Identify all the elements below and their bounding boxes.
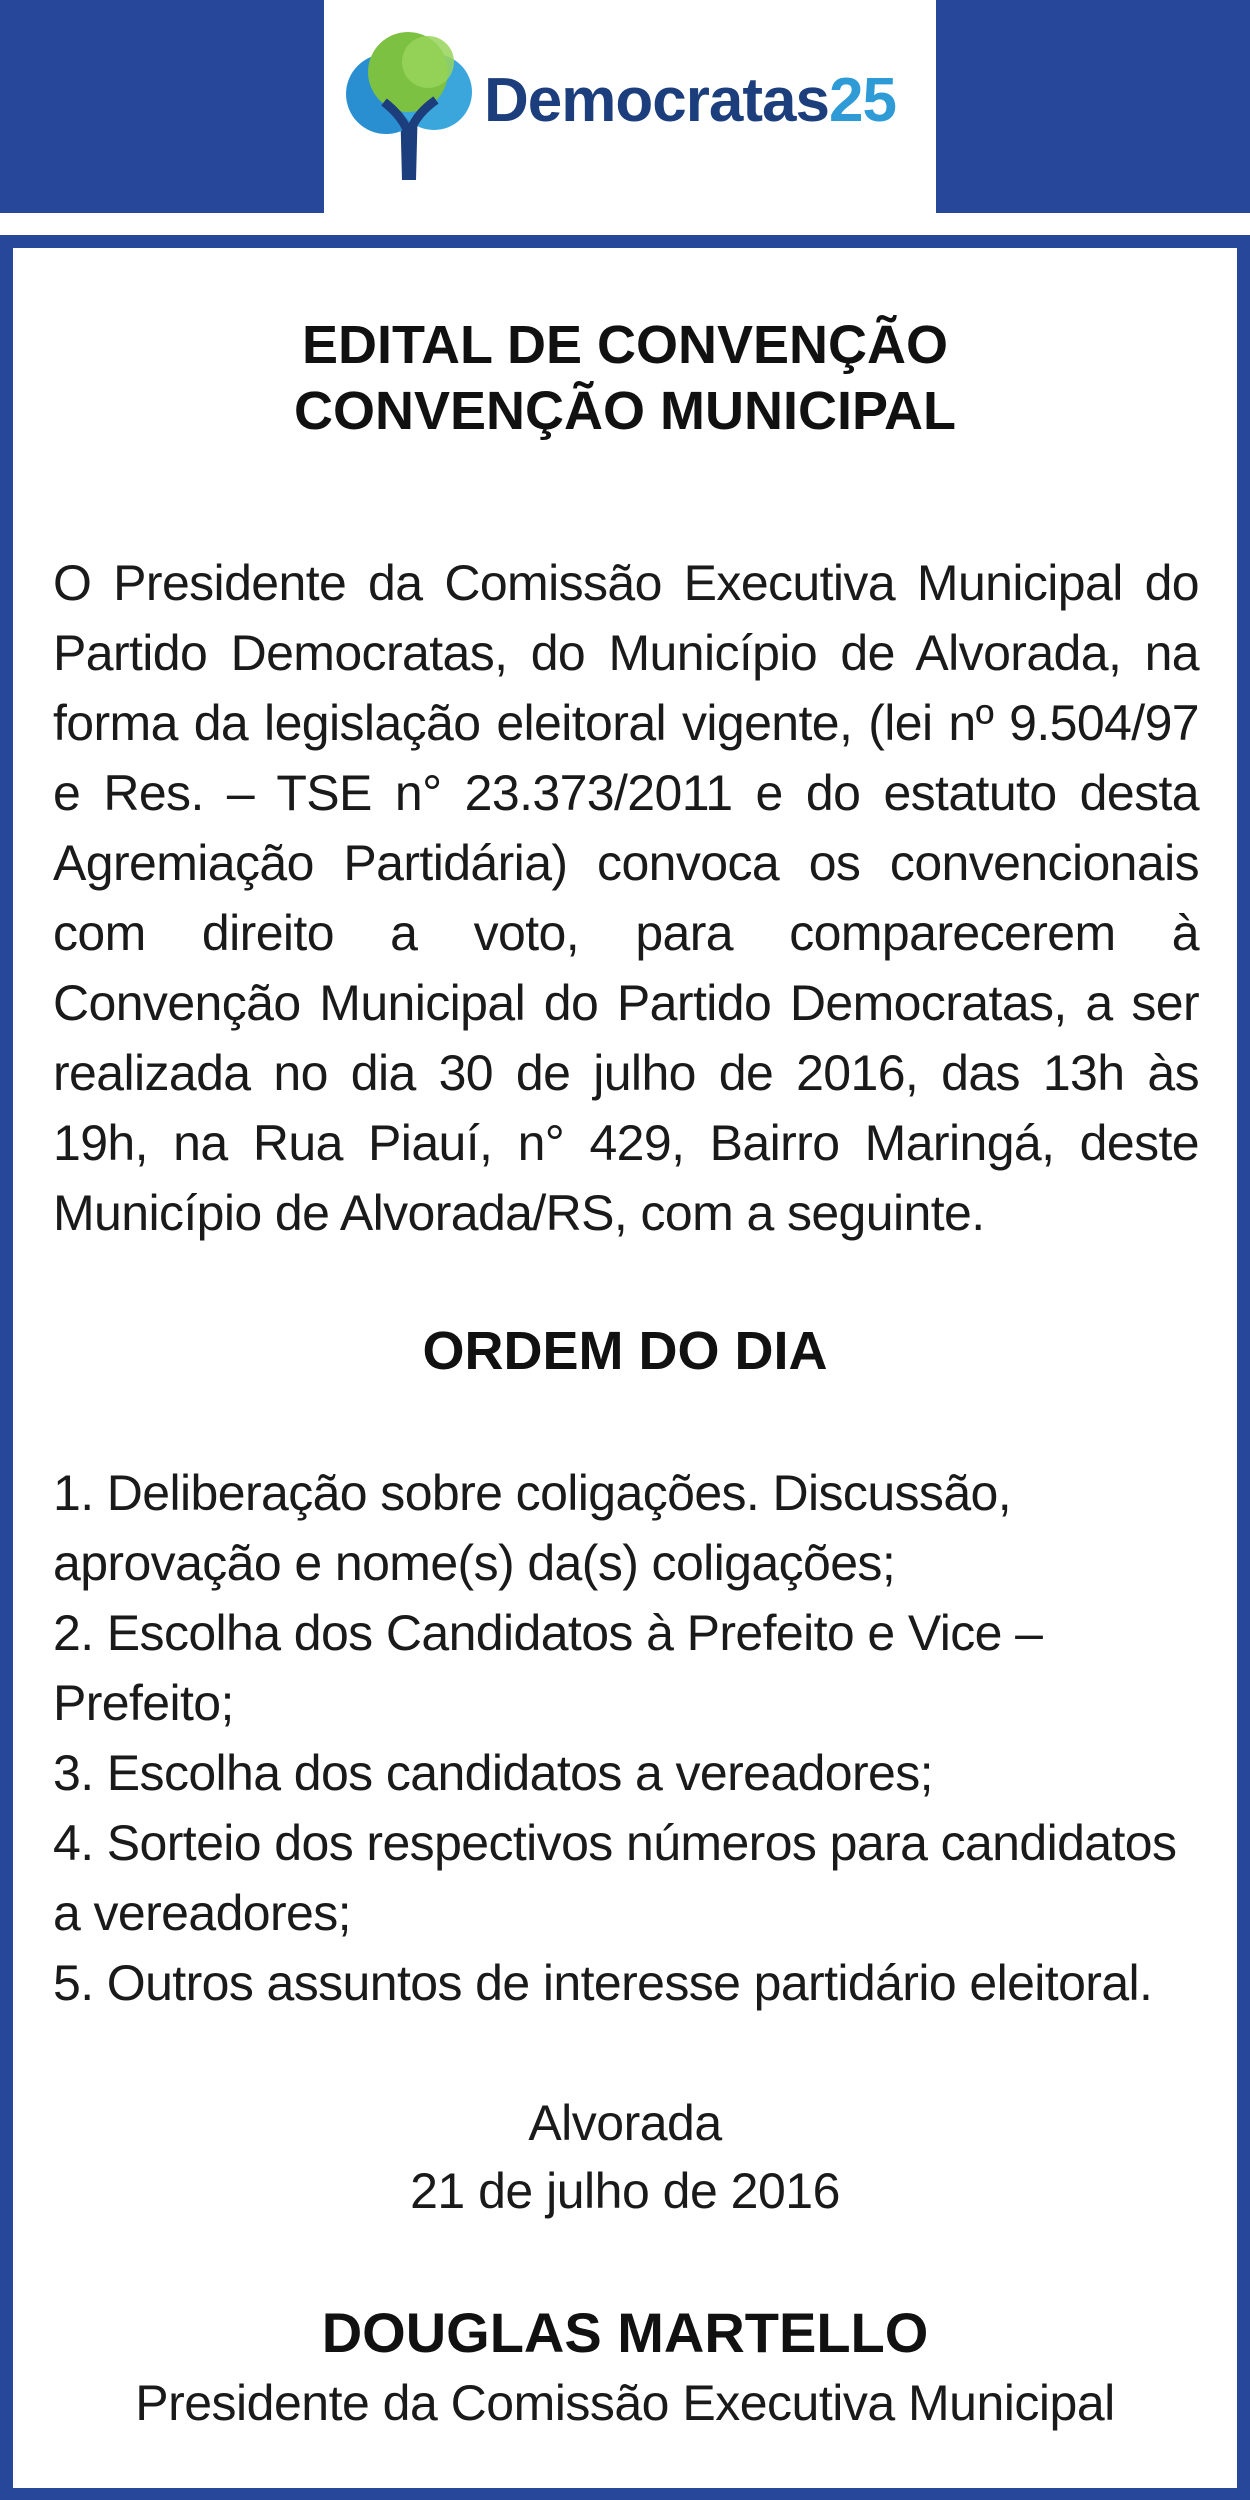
intro-paragraph: O Presidente da Comissão Executiva Municipal do Partido Democratas, do Município de Alvorada, na forma da legislação eleitoral vigente, (lei nº 9.504/97 e Res. – TSE n° 23.373/2011 e do estatuto desta Agremiação Partidária) convoca os convencionais com direito a voto, para comparecerem à Convenção Municipal do Partido Democratas, a ser realizada no dia 30 de julho de 2016, das 13h às 19h, na Rua Piauí, n° 429, Bairro Maringá, deste Município de Alvorada/RS, com a seguinte.	[53, 555, 1199, 1241]
agenda-item: 4. Sorteio dos respectivos números para candidatos a vereadores;	[53, 1815, 1177, 1941]
document-title	[13, 312, 1237, 444]
title-line-1: EDITAL DE CONVENÇÃO	[301, 315, 949, 375]
place: Alvorada	[528, 2095, 722, 2151]
agenda-title: ORDEM DO DIA	[422, 1321, 828, 1381]
party-number: 25	[828, 66, 896, 135]
agenda-item: 1. Deliberação sobre coligações. Discussão, aprovação e nome(s) da(s) coligações;	[53, 1465, 1012, 1591]
tree-logo-icon	[344, 32, 474, 180]
date: 21 de julho de 2016	[410, 2163, 840, 2219]
agenda-item: 5. Outros assuntos de interesse partidário eleitoral.	[53, 1955, 1153, 2011]
header-divider	[0, 213, 1250, 235]
agenda-item: 3. Escolha dos candidatos a vereadores;	[53, 1745, 933, 1801]
party-logo-text	[484, 66, 896, 135]
notice-panel	[13, 248, 1237, 2488]
party-name: Democratas	[484, 66, 829, 135]
signer-role: Presidente da Comissão Executiva Municipal	[135, 2375, 1115, 2431]
signer-name: DOUGLAS MARTELLO	[321, 2301, 929, 2364]
agenda-item: 2. Escolha dos Candidatos à Prefeito e Vice – Prefeito;	[53, 1605, 1043, 1731]
agenda-list	[53, 1458, 1199, 2018]
logo-box	[324, 0, 936, 213]
title-line-2: CONVENÇÃO MUNICIPAL	[293, 381, 956, 441]
